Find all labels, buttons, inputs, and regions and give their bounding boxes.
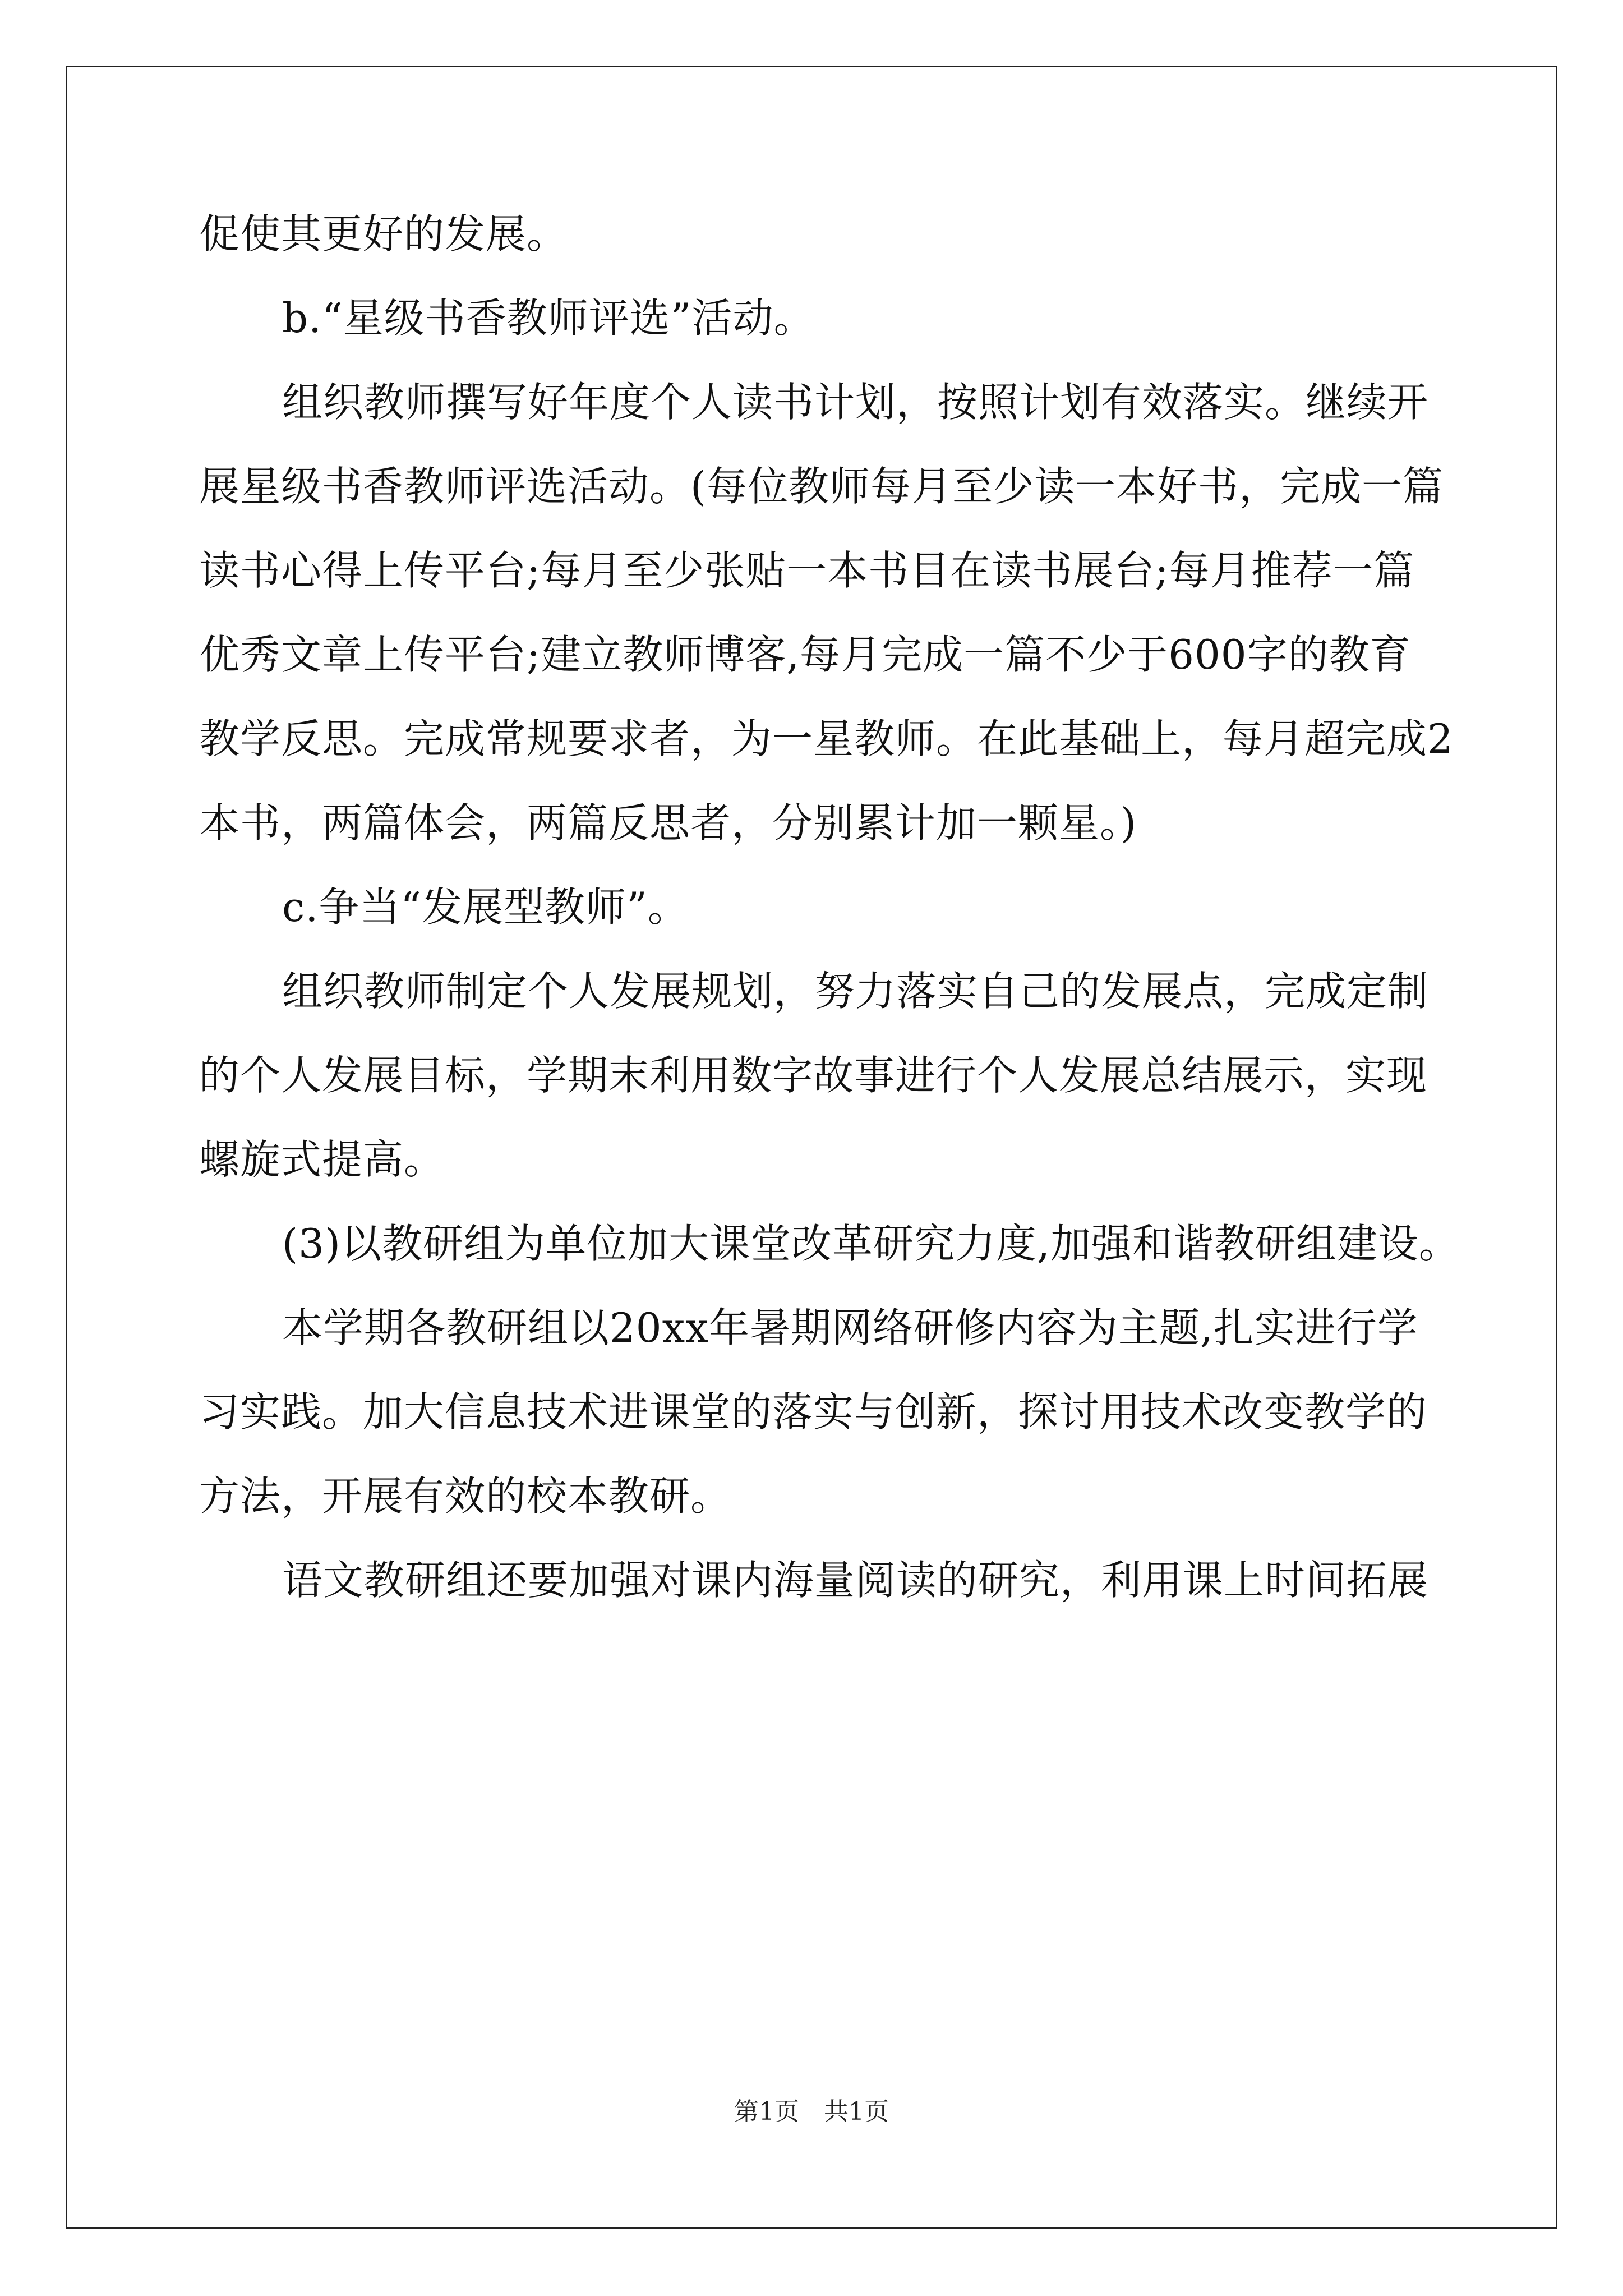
text-line: 本书，两篇体会，两篇反思者，分别累计加一颗星。) bbox=[199, 799, 1137, 846]
text-line: 方法，开展有效的校本教研。 bbox=[199, 1473, 732, 1520]
text-line: 组织教师制定个人发展规划，努力落实自己的发展点，完成定制 bbox=[282, 968, 1429, 1015]
text-line: 促使其更好的发展。 bbox=[199, 210, 568, 257]
text-line: 教学反思。完成常规要求者，为一星教师。在此基础上，每月超完成2 bbox=[199, 715, 1454, 762]
text-line: 本学期各教研组以20xx年暑期网络研修内容为主题,扎实进行学 bbox=[282, 1304, 1418, 1351]
text-line: 的个人发展目标，学期末利用数字故事进行个人发展总结展示，实现 bbox=[199, 1052, 1428, 1099]
text-line: 优秀文章上传平台;建立教师博客,每月完成一篇不少于600字的教育 bbox=[199, 631, 1411, 678]
text-line: 语文教研组还要加强对课内海量阅读的研究，利用课上时间拓展 bbox=[282, 1557, 1429, 1604]
text-line: 读书心得上传平台;每月至少张贴一本书目在读书展台;每月推荐一篇 bbox=[199, 547, 1415, 594]
subheading-b: b.“星级书香教师评选”活动。 bbox=[282, 295, 815, 342]
text-line: 展星级书香教师评选活动。(每位教师每月至少读一本好书，完成一篇 bbox=[199, 463, 1444, 510]
text-line: 螺旋式提高。 bbox=[199, 1136, 445, 1183]
text-line: 组织教师撰写好年度个人读书计划，按照计划有效落实。继续开 bbox=[282, 379, 1429, 426]
section-heading-3: (3)以教研组为单位加大课堂改革研究力度,加强和谐教研组建设。 bbox=[282, 1220, 1460, 1267]
subheading-c: c.争当“发展型教师”。 bbox=[282, 884, 689, 931]
text-line: 习实践。加大信息技术进课堂的落实与创新，探讨用技术改变教学的 bbox=[199, 1388, 1428, 1435]
page-number-footer: 第1页 共1页 bbox=[734, 2097, 889, 2126]
